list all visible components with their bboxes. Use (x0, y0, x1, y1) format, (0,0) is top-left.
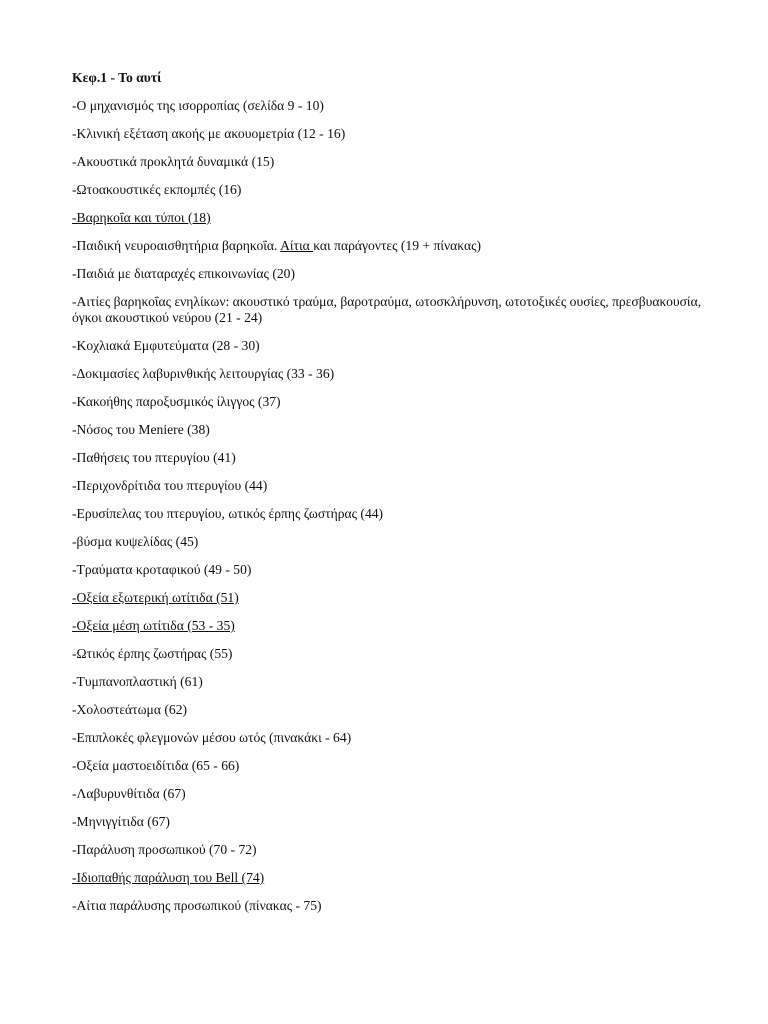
list-item-underlined: -Οξεία μέση ωτίτιδα (53 - 35) (72, 618, 235, 633)
list-item-underlined: -Ιδιοπαθής παράλυση του Bell (74) (72, 870, 265, 885)
list-item: -Ερυσίπελας του πτερυγίου, ωτικός έρπης ζωστήρας (44) (72, 506, 384, 521)
list-item: -Αιτίες βαρηκοΐας ενηλίκων: ακουστικό τραύμα, βαροτραύμα, ωτοσκλήρυνση, ωτοτοξικές ουσίες, πρεσβυακουσία, όγκοι ακουστικού νεύρου (21 - 24) (72, 294, 702, 325)
list-item: -Περιχονδρίτιδα του πτερυγίου (44) (72, 478, 268, 493)
list-item: -Δοκιμασίες λαβυρινθικής λειτουργίας (33 - 36) (72, 366, 335, 381)
list-item: -Χολοστεάτωμα (62) (72, 702, 188, 717)
list-item: -Κοχλιακά Εμφυτεύματα (28 - 30) (72, 338, 260, 353)
list-item: -Κακοήθης παροξυσμικός ίλιγγος (37) (72, 394, 281, 409)
list-item: -βύσμα κυψελίδας (45) (72, 534, 199, 549)
list-item: -Ωτοακουστικές εκπομπές (16) (72, 182, 242, 197)
list-item: -Αίτια παράλυσης προσωπικού (πίνακας - 75) (72, 898, 322, 913)
list-item-part: και παράγοντες (19 + πίνακας) (313, 238, 482, 253)
list-item: -Οξεία μαστοειδίτιδα (65 - 66) (72, 758, 240, 773)
list-item-underlined-part: Αίτια (280, 238, 314, 253)
list-item-underlined: -Βαρηκοΐα και τύποι (18) (72, 210, 211, 225)
document-page (72, 70, 712, 926)
list-item: -Κλινική εξέταση ακοής με ακουομετρία (12 - 16) (72, 126, 346, 141)
list-item: -Ωτικός έρπης ζωστήρας (55) (72, 646, 233, 661)
list-item: -Παθήσεις του πτερυγίου (41) (72, 450, 236, 465)
list-item: -Ο μηχανισμός της ισορροπίας (σελίδα 9 - 10) (72, 98, 324, 113)
list-item: -Ακουστικά προκλητά δυναμικά (15) (72, 154, 275, 169)
list-item: -Τυμπανοπλαστική (61) (72, 674, 203, 689)
list-item-underlined: -Οξεία εξωτερική ωτίτιδα (51) (72, 590, 239, 605)
list-item: -Παιδιά με διαταραχές επικοινωνίας (20) (72, 266, 295, 281)
chapter-title: Κεφ.1 - Το αυτί (72, 70, 162, 85)
list-item (72, 238, 712, 254)
list-item: -Παράλυση προσωπικού (70 - 72) (72, 842, 257, 857)
list-item: -Λαβυρυνθίτιδα (67) (72, 786, 186, 801)
list-item: -Επιπλοκές φλεγμονών μέσου ωτός (πινακάκι - 64) (72, 730, 352, 745)
list-item: -Νόσος του Meniere (38) (72, 422, 210, 437)
list-item: -Μηνιγγίτιδα (67) (72, 814, 170, 829)
list-item: -Τραύματα κροταφικού (49 - 50) (72, 562, 252, 577)
list-item-part: -Παιδική νευροαισθητήρια βαρηκοΐα. (72, 238, 281, 253)
